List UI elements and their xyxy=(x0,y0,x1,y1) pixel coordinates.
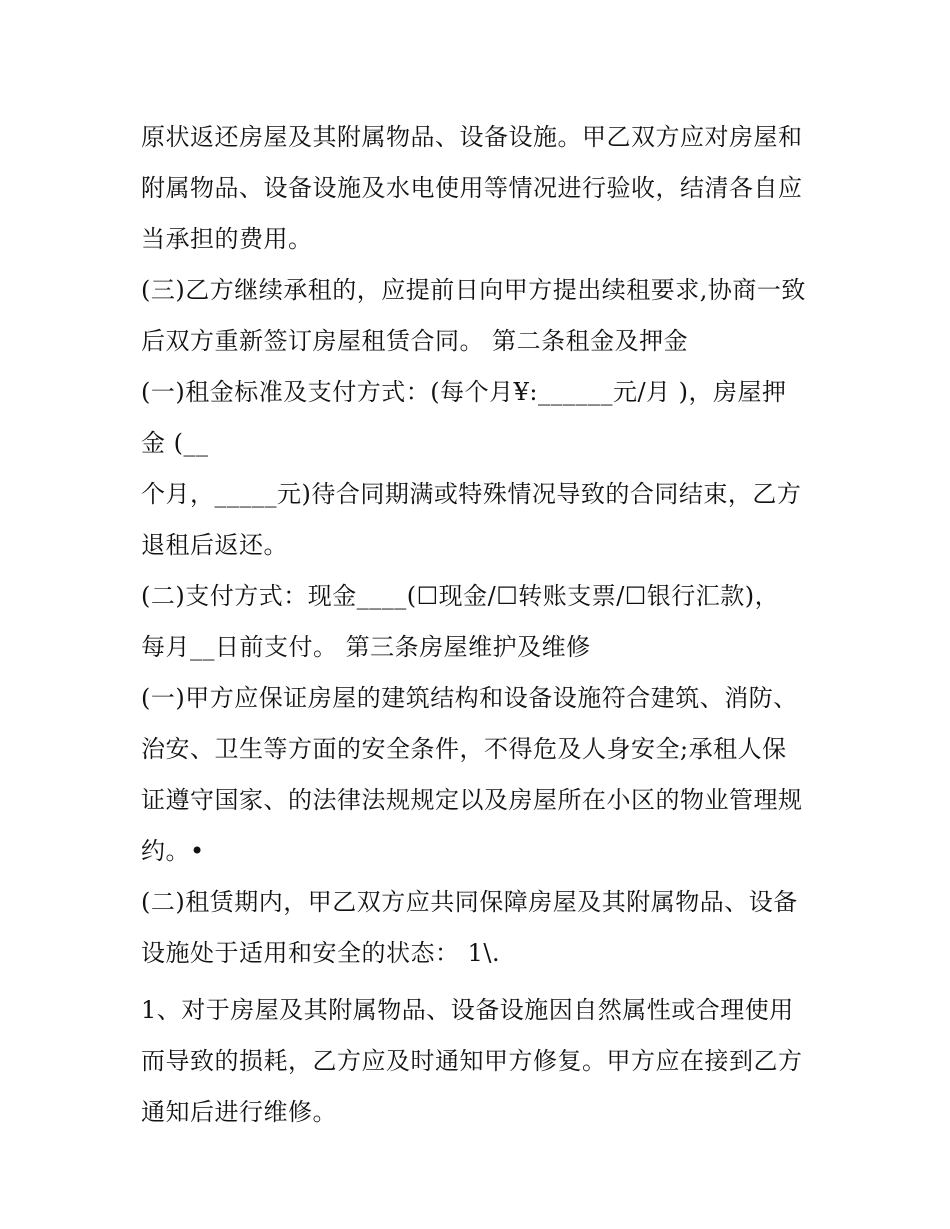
text-line: 证遵守国家、的法律法规规定以及房屋所在小区的物业管理规 xyxy=(141,786,803,814)
text-line: 退租后返还。 xyxy=(141,531,288,559)
text-line: (二)支付方式：现金____(☐现金/☐转账支票/☐银行汇款)， xyxy=(141,582,780,610)
text-line: 后双方重新签订房屋租赁合同。 第二条租金及押金 xyxy=(141,327,689,355)
text-line: 每月__日前支付。 第三条房屋维护及维修 xyxy=(141,633,591,661)
text-line: 治安、卫生等方面的安全条件，不得危及人身安全;承租人保 xyxy=(141,735,787,763)
text-line: (三)乙方继续承租的，应提前日向甲方提出续租要求,协商一致 xyxy=(141,276,806,304)
text-line: (一)甲方应保证房屋的建筑结构和设备设施符合建筑、消防、 xyxy=(141,684,798,712)
text-line: 当承担的费用。 xyxy=(141,225,313,253)
text-line: (一)租金标准及支付方式：(每个月¥:______元/月 )，房屋押 xyxy=(141,378,787,406)
text-line: (二)租赁期内，甲乙双方应共同保障房屋及其附属物品、设备 xyxy=(141,888,798,916)
text-line: 附属物品、设备设施及水电使用等情况进行验收，结清各自应 xyxy=(141,174,803,202)
text-line: 个月，_____元)待合同期满或特殊情况导致的合同结束，乙方 xyxy=(141,480,802,508)
document-body xyxy=(141,112,821,1138)
text-line: 约。• xyxy=(141,837,205,865)
text-line: 1、对于房屋及其附属物品、设备设施因自然属性或合理使用 xyxy=(141,996,794,1024)
text-line: 设施处于适用和安全的状态： 1\. xyxy=(141,939,501,967)
text-line: 原状返还房屋及其附属物品、设备设施。甲乙双方应对房屋和 xyxy=(141,123,803,151)
text-line: 金 (__ xyxy=(141,429,209,457)
text-line: 而导致的损耗，乙方应及时通知甲方修复。甲方应在接到乙方 xyxy=(141,1047,803,1075)
text-line: 通知后进行维修。 xyxy=(141,1098,337,1126)
